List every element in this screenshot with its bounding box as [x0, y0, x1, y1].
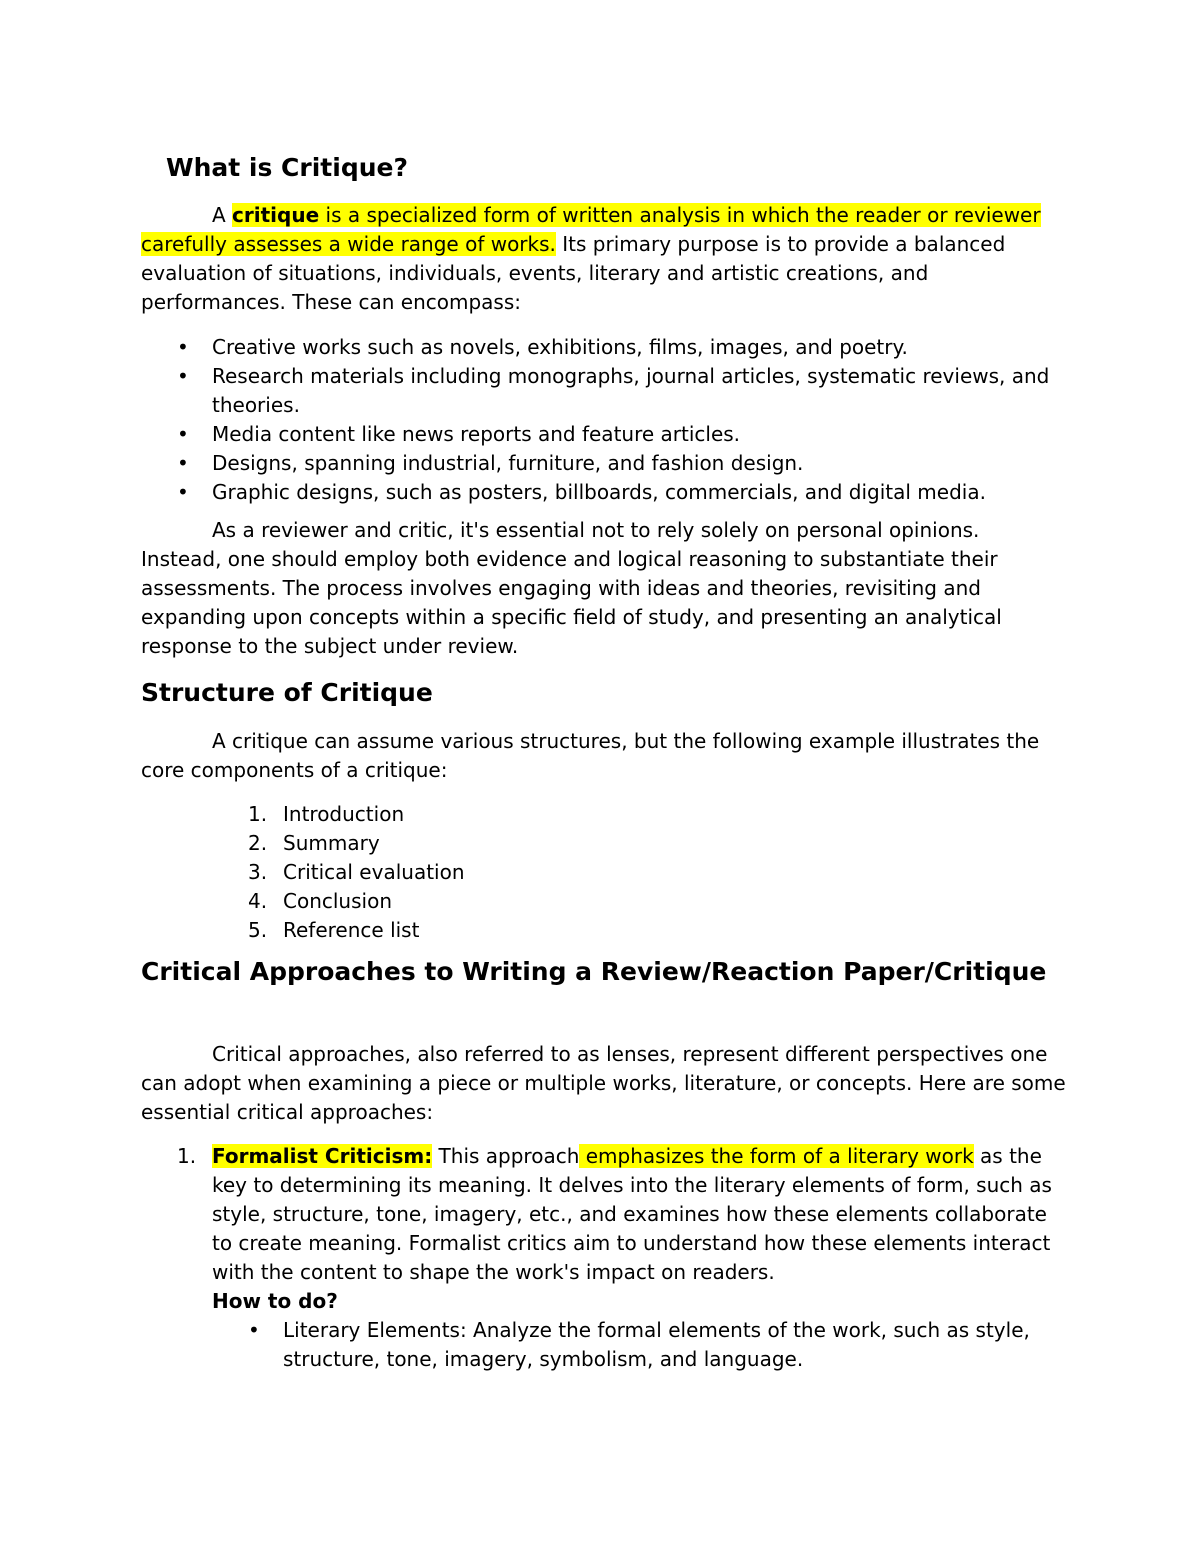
works-bullet-list [141, 333, 1066, 507]
approaches-intro-paragraph: Critical approaches, also referred to as lenses, represent different perspectives one can adopt when examining a piece or multiple works, literature, or concepts. Here are some essential critical approaches: [141, 1042, 1066, 1124]
structure-intro-paragraph: A critique can assume various structures, but the following example illustrates the core components of a critique: [141, 729, 1040, 782]
bullet-icon: • [177, 480, 189, 504]
how-to-do-list [212, 1316, 1066, 1374]
list-item: 3. Critical evaluation [248, 860, 465, 884]
list-item: 2. Summary [248, 831, 380, 855]
list-item: • Media content like news reports and feature articles. [141, 420, 1066, 449]
list-item: • Creative works such as novels, exhibitions, films, images, and poetry. [141, 333, 1066, 362]
list-item-formalist: 1. Formalist Criticism: This approach emphasizes the form of a literary work as the key to determining its meaning. It delves into the literary elements of form, such as style, structure, tone, imagery, etc., and examines how these elements collaborate to create meaning. Formalist critics aim to understand how these elements interact with the content to shape the work's impact on readers. How to do? • Literary Elements: Analyze the formal elements of the work, such as style, structure, tone, imagery, symbolism, and language. [141, 1142, 1066, 1374]
intro-term: critique [232, 203, 320, 227]
bullet-icon: • [248, 1318, 260, 1342]
approach-title: Formalist Criticism: [212, 1144, 433, 1168]
bullet-icon: • [177, 335, 189, 359]
intro-lead: A [212, 203, 233, 227]
bullet-icon: • [177, 451, 189, 475]
how-to-do-label: How to do? [212, 1289, 338, 1313]
intro-paragraph [141, 201, 1066, 317]
approach-lead: This approach [432, 1144, 580, 1168]
list-item: 1. Introduction [248, 802, 405, 826]
list-item: 5. Reference list [248, 918, 420, 942]
heading-what-is-critique: What is Critique? [166, 153, 408, 182]
list-item: • Graphic designs, such as posters, billboards, commercials, and digital media. [141, 478, 1066, 507]
approach-rest: as the key to determining its meaning. It delves into the literary elements of form, such as style, structure, tone, imagery, etc., and examines how these elements collaborate to create meaning. Formalist critics aim to understand how these elements interact with the content to shape the work's impact on readers. [212, 1144, 1052, 1284]
intro-rest: Its primary purpose is to provide a balanced evaluation of situations, individuals, events, literary and artistic creations, and performances. These can encompass: [141, 232, 1006, 314]
heading-structure-of-critique: Structure of Critique [141, 678, 433, 707]
intro-highlight: is a specialized form of written analysis in which the reader or reviewer carefully assesses a wide range of works. [141, 203, 1041, 256]
list-item: • Literary Elements: Analyze the formal elements of the work, such as style, structure, tone, imagery, symbolism, and language. [248, 1318, 1030, 1371]
structure-numbered-list [212, 800, 812, 945]
bullet-icon: • [177, 422, 189, 446]
list-item: 4. Conclusion [248, 889, 392, 913]
approaches-numbered-list [141, 1142, 1066, 1374]
closing-paragraph: As a reviewer and critic, it's essential not to rely solely on personal opinions. Instead, one should employ both evidence and logical reasoning to substantiate their assessments. The process involves engaging with ideas and theories, revisiting and expanding upon concepts within a specific field of study, and presenting an analytical response to the subject under review. [141, 518, 1002, 658]
list-item: • Research materials including monographs, journal articles, systematic reviews, and theories. [177, 364, 1050, 417]
bullet-icon: • [177, 364, 189, 388]
approach-highlight: emphasizes the form of a literary work [579, 1144, 974, 1168]
heading-critical-approaches: Critical Approaches to Writing a Review/Reaction Paper/Critique [141, 957, 1047, 986]
list-item: • Designs, spanning industrial, furniture, and fashion design. [141, 449, 1066, 478]
